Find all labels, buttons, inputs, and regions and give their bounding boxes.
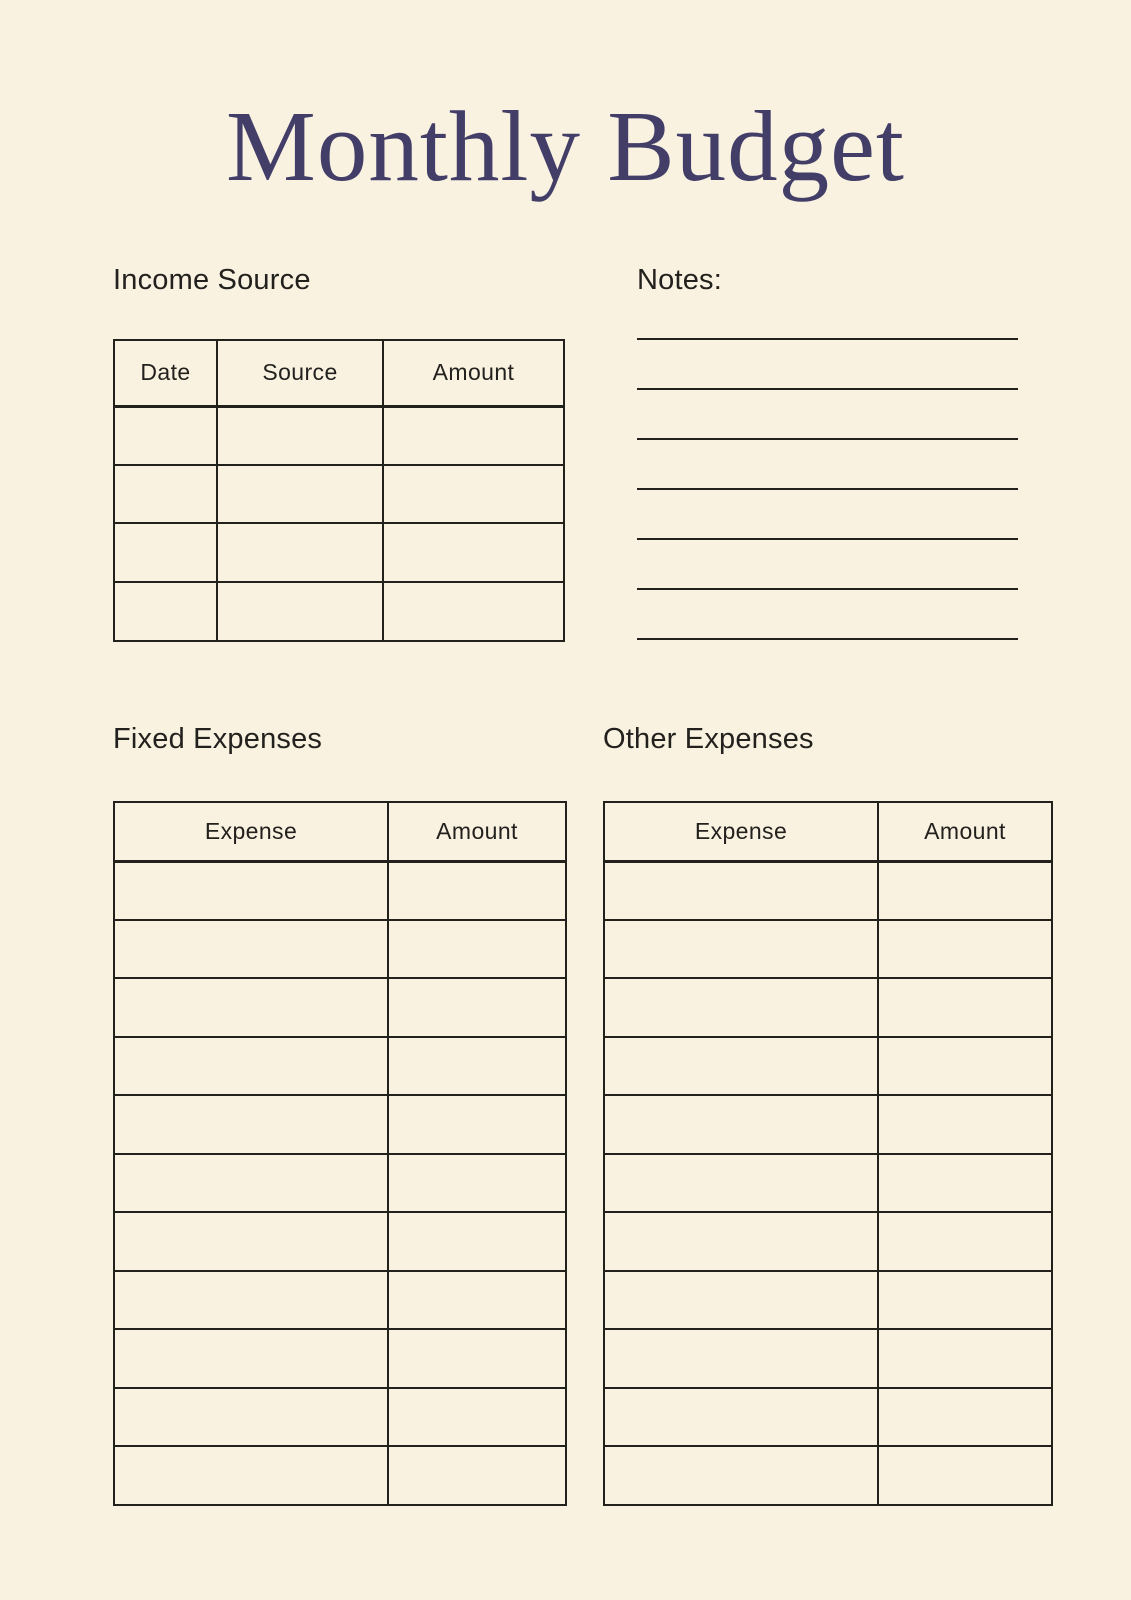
income-source-heading: Income Source xyxy=(113,264,311,296)
other-amount-cell[interactable] xyxy=(878,1095,1052,1154)
note-line[interactable] xyxy=(637,290,1018,340)
fixed-expense-cell[interactable] xyxy=(114,978,388,1037)
other-expenses-row xyxy=(604,1329,1052,1388)
income-amount-cell[interactable] xyxy=(383,465,564,524)
fixed-expenses-row xyxy=(114,1446,566,1505)
fixed-expenses-row xyxy=(114,861,566,920)
income-table xyxy=(113,339,565,642)
other-expenses-row xyxy=(604,920,1052,979)
other-amount-cell[interactable] xyxy=(878,1388,1052,1447)
fixed-expense-cell[interactable] xyxy=(114,861,388,920)
fixed-amount-cell[interactable] xyxy=(388,1446,566,1505)
fixed-amount-cell[interactable] xyxy=(388,1271,566,1330)
fixed-expenses-heading: Fixed Expenses xyxy=(113,723,323,755)
fixed-expense-cell[interactable] xyxy=(114,1095,388,1154)
other-expense-cell[interactable] xyxy=(604,1446,878,1505)
page-title: Monthly Budget xyxy=(226,90,905,202)
fixed-expenses-row xyxy=(114,1037,566,1096)
income-col-header-amount: Amount xyxy=(383,340,564,406)
other-expenses-row xyxy=(604,861,1052,920)
other-expense-cell[interactable] xyxy=(604,1095,878,1154)
other-col-header-expense: Expense xyxy=(604,802,878,861)
fixed-amount-cell[interactable] xyxy=(388,920,566,979)
fixed-expense-cell[interactable] xyxy=(114,1388,388,1447)
income-col-header-source: Source xyxy=(217,340,383,406)
fixed-expenses-header-row xyxy=(114,802,566,861)
other-amount-cell[interactable] xyxy=(878,1154,1052,1213)
fixed-amount-cell[interactable] xyxy=(388,861,566,920)
income-header-row xyxy=(114,340,564,406)
other-expenses-header-row xyxy=(604,802,1052,861)
fixed-expenses-table xyxy=(113,801,567,1506)
note-line[interactable] xyxy=(637,540,1018,590)
income-amount-cell[interactable] xyxy=(383,523,564,582)
income-table-row xyxy=(114,523,564,582)
note-line[interactable] xyxy=(637,440,1018,490)
income-date-cell[interactable] xyxy=(114,582,217,641)
other-col-header-amount: Amount xyxy=(878,802,1052,861)
other-expenses-row xyxy=(604,1446,1052,1505)
income-table-row xyxy=(114,465,564,524)
income-source-cell[interactable] xyxy=(217,406,383,465)
fixed-expenses-row xyxy=(114,1154,566,1213)
fixed-expense-cell[interactable] xyxy=(114,1037,388,1096)
other-expenses-row xyxy=(604,978,1052,1037)
fixed-amount-cell[interactable] xyxy=(388,1154,566,1213)
fixed-amount-cell[interactable] xyxy=(388,1388,566,1447)
income-date-cell[interactable] xyxy=(114,465,217,524)
other-expense-cell[interactable] xyxy=(604,1154,878,1213)
fixed-expense-cell[interactable] xyxy=(114,1154,388,1213)
fixed-expense-cell[interactable] xyxy=(114,1446,388,1505)
income-date-cell[interactable] xyxy=(114,406,217,465)
fixed-expenses-row xyxy=(114,1095,566,1154)
fixed-col-header-amount: Amount xyxy=(388,802,566,861)
income-col-header-date: Date xyxy=(114,340,217,406)
other-expenses-row xyxy=(604,1095,1052,1154)
other-expenses-row xyxy=(604,1388,1052,1447)
fixed-amount-cell[interactable] xyxy=(388,1037,566,1096)
other-expense-cell[interactable] xyxy=(604,920,878,979)
notes-heading: Notes: xyxy=(637,264,723,296)
other-amount-cell[interactable] xyxy=(878,978,1052,1037)
other-amount-cell[interactable] xyxy=(878,861,1052,920)
fixed-expenses-row xyxy=(114,1271,566,1330)
other-expense-cell[interactable] xyxy=(604,1388,878,1447)
income-amount-cell[interactable] xyxy=(383,582,564,641)
fixed-amount-cell[interactable] xyxy=(388,1212,566,1271)
other-expenses-heading: Other Expenses xyxy=(603,723,814,755)
fixed-col-header-expense: Expense xyxy=(114,802,388,861)
fixed-expenses-row xyxy=(114,1329,566,1388)
fixed-amount-cell[interactable] xyxy=(388,978,566,1037)
other-expense-cell[interactable] xyxy=(604,1212,878,1271)
income-amount-cell[interactable] xyxy=(383,406,564,465)
notes-lines xyxy=(637,290,1018,640)
note-line[interactable] xyxy=(637,590,1018,640)
other-amount-cell[interactable] xyxy=(878,1271,1052,1330)
other-expense-cell[interactable] xyxy=(604,861,878,920)
income-source-cell[interactable] xyxy=(217,582,383,641)
other-expense-cell[interactable] xyxy=(604,1037,878,1096)
other-expenses-row xyxy=(604,1212,1052,1271)
income-table-row xyxy=(114,406,564,465)
other-expenses-row xyxy=(604,1154,1052,1213)
other-expense-cell[interactable] xyxy=(604,978,878,1037)
other-amount-cell[interactable] xyxy=(878,1212,1052,1271)
income-table-row xyxy=(114,582,564,641)
other-expense-cell[interactable] xyxy=(604,1329,878,1388)
note-line[interactable] xyxy=(637,340,1018,390)
income-source-cell[interactable] xyxy=(217,465,383,524)
other-expenses-table xyxy=(603,801,1053,1506)
other-amount-cell[interactable] xyxy=(878,920,1052,979)
other-amount-cell[interactable] xyxy=(878,1446,1052,1505)
income-source-cell[interactable] xyxy=(217,523,383,582)
fixed-expenses-row xyxy=(114,1212,566,1271)
income-date-cell[interactable] xyxy=(114,523,217,582)
fixed-amount-cell[interactable] xyxy=(388,1095,566,1154)
other-expenses-row xyxy=(604,1271,1052,1330)
fixed-expenses-row xyxy=(114,1388,566,1447)
other-expense-cell[interactable] xyxy=(604,1271,878,1330)
fixed-expense-cell[interactable] xyxy=(114,1329,388,1388)
other-amount-cell[interactable] xyxy=(878,1037,1052,1096)
other-amount-cell[interactable] xyxy=(878,1329,1052,1388)
fixed-amount-cell[interactable] xyxy=(388,1329,566,1388)
fixed-expenses-row xyxy=(114,920,566,979)
fixed-expense-cell[interactable] xyxy=(114,1271,388,1330)
note-line[interactable] xyxy=(637,490,1018,540)
fixed-expense-cell[interactable] xyxy=(114,920,388,979)
other-expenses-row xyxy=(604,1037,1052,1096)
fixed-expense-cell[interactable] xyxy=(114,1212,388,1271)
note-line[interactable] xyxy=(637,390,1018,440)
fixed-expenses-row xyxy=(114,978,566,1037)
